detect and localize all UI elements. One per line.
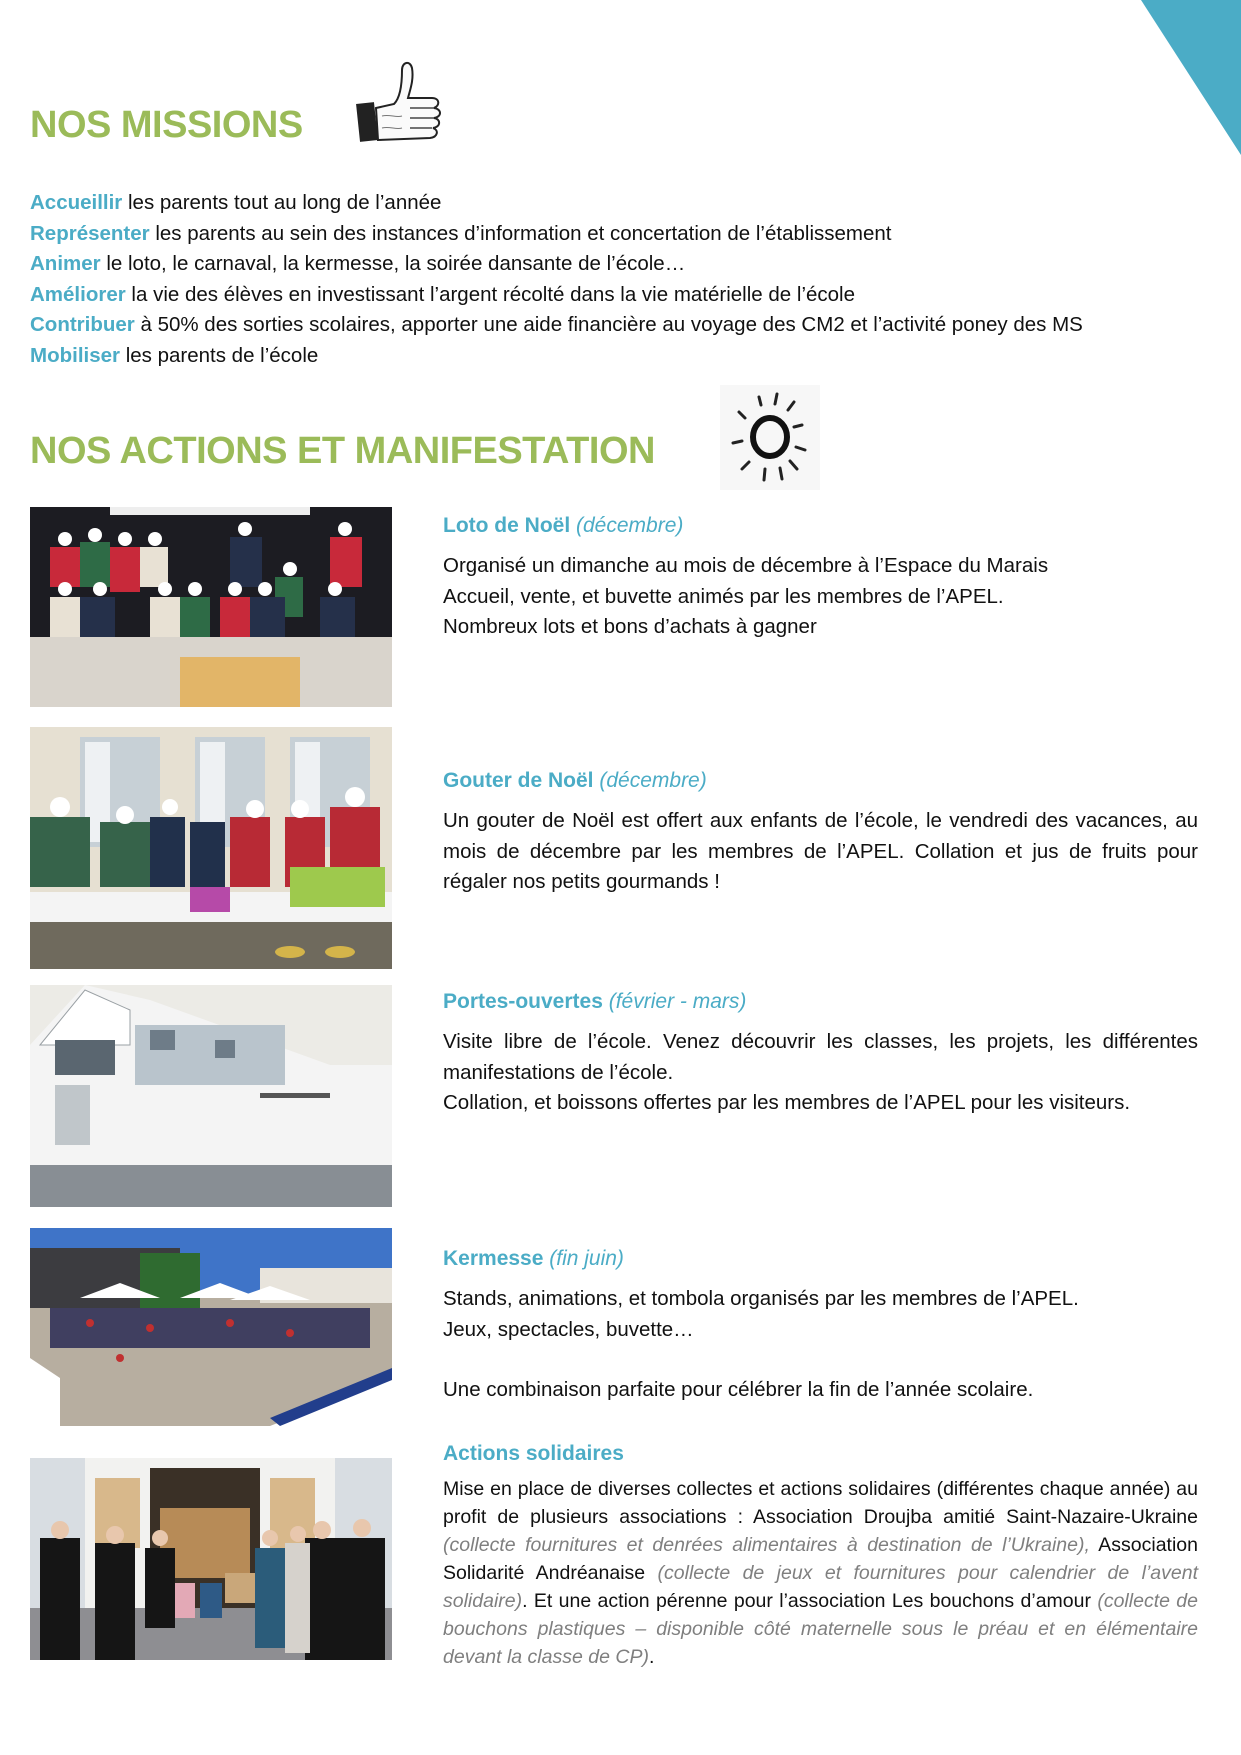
event-title <box>443 1246 1198 1272</box>
event-name: Loto de Noël <box>443 514 571 537</box>
event-title <box>443 1441 1198 1467</box>
event-description <box>443 806 1198 898</box>
mission-verb: Accueillir <box>30 191 123 214</box>
event-portes-ouvertes <box>443 989 1198 1119</box>
event-name: Actions solidaires <box>443 1442 624 1465</box>
photo-gouter-team <box>30 727 392 969</box>
event-note: (collecte de bouchons plastiques – disponible côté maternelle sous le préau et en élémentaire devant la classe de CP) <box>443 1590 1198 1668</box>
mission-text: le loto, le carnaval, la kermesse, la soirée dansante de l’école… <box>100 252 686 275</box>
event-paragraph: Visite libre de l’école. Venez découvrir les classes, les projets, les différentes manifestations de l’école. <box>443 1030 1198 1084</box>
event-title <box>443 768 1198 794</box>
event-period: (décembre) <box>570 514 684 537</box>
sun-icon <box>720 385 820 490</box>
event-line: Une combinaison parfaite pour célébrer la fin de l’année scolaire. <box>443 1378 1034 1401</box>
event-gouter <box>443 768 1198 898</box>
event-name: Gouter de Noël <box>443 769 594 792</box>
thumbs-up-icon <box>352 58 452 153</box>
mission-text: les parents de l’école <box>120 343 319 367</box>
mission-verb: Mobiliser <box>30 343 120 367</box>
photo-school-building <box>30 985 392 1207</box>
mission-verb: Améliorer <box>30 282 126 306</box>
mission-text: la vie des élèves en investissant l’argent récolté dans la vie matérielle de l’école <box>125 282 856 306</box>
mission-item <box>30 188 1230 219</box>
event-text: Mise en place de diverses collectes et actions solidaires (différentes chaque année) au profit de plusieurs associations : Association Droujba amitié Saint-Nazaire-Ukraine <box>443 1478 1198 1528</box>
mission-item <box>30 280 1230 311</box>
event-line: Collation, et boissons offertes par les membres de l’APEL pour les visiteurs. <box>443 1091 1131 1114</box>
mission-item <box>30 249 1230 280</box>
mission-verb: Contribuer <box>30 313 135 336</box>
mission-text: à 50% des sorties scolaires, apporter une aide financière au voyage des CM2 et l’activité poney des MS <box>134 313 1083 336</box>
event-name: Kermesse <box>443 1247 544 1270</box>
event-name: Portes-ouvertes <box>443 990 603 1013</box>
event-text: Association Solidarité Andréanaise <box>443 1534 1198 1584</box>
event-loto <box>443 513 1198 643</box>
event-line: Jeux, spectacles, buvette… <box>443 1317 694 1341</box>
event-period: (fin juin) <box>543 1247 624 1270</box>
event-title <box>443 989 1198 1015</box>
event-description <box>443 1475 1198 1671</box>
missions-list <box>30 188 1230 371</box>
event-line: Accueil, vente, et buvette animés par les membres de l’APEL. <box>443 584 1004 608</box>
photo-kermesse-crowd <box>30 1228 392 1426</box>
mission-item <box>30 341 1230 372</box>
mission-item <box>30 219 1230 250</box>
event-actions-solidaires <box>443 1441 1198 1671</box>
event-description <box>443 551 1198 643</box>
event-text: . Et une action pérenne pour l’association Les bouchons d’amour <box>522 1590 1098 1612</box>
event-period: (décembre) <box>593 769 707 792</box>
event-paragraph: Un gouter de Noël est offert aux enfants de l’école, le vendredi des vacances, au mois de décembre par les membres de l’APEL. Collation et jus de fruits pour régaler nos petits gourmands ! <box>443 809 1198 893</box>
event-text: . <box>648 1646 655 1668</box>
photo-solidarity-van <box>30 1458 392 1660</box>
event-title <box>443 513 1198 539</box>
photo-loto-team <box>30 507 392 707</box>
mission-verb: Animer <box>30 252 101 275</box>
event-line: Stands, animations, et tombola organisés par les membres de l’APEL. <box>443 1287 1079 1310</box>
event-description <box>443 1284 1198 1406</box>
event-period: (février - mars) <box>602 990 747 1013</box>
event-line: Nombreux lots et bons d’achats à gagner <box>443 615 817 638</box>
mission-verb: Représenter <box>30 221 150 245</box>
event-note: (collecte fournitures et denrées alimentaires à destination de l’Ukraine), <box>443 1534 1090 1556</box>
mission-text: les parents au sein des instances d’information et concertation de l’établissement <box>149 221 892 245</box>
event-note: (collecte de jeux et fournitures pour calendrier de l’avent solidaire) <box>443 1562 1198 1612</box>
actions-heading: NOS ACTIONS ET MANIFESTATION <box>30 430 655 472</box>
event-kermesse <box>443 1246 1198 1406</box>
event-line: Organisé un dimanche au mois de décembre à l’Espace du Marais <box>443 554 1049 577</box>
mission-text: les parents tout au long de l’année <box>122 191 442 214</box>
event-description <box>443 1027 1198 1119</box>
missions-heading: NOS MISSIONS <box>30 104 303 146</box>
mission-item <box>30 310 1230 341</box>
corner-triangle-decoration <box>1141 0 1241 160</box>
